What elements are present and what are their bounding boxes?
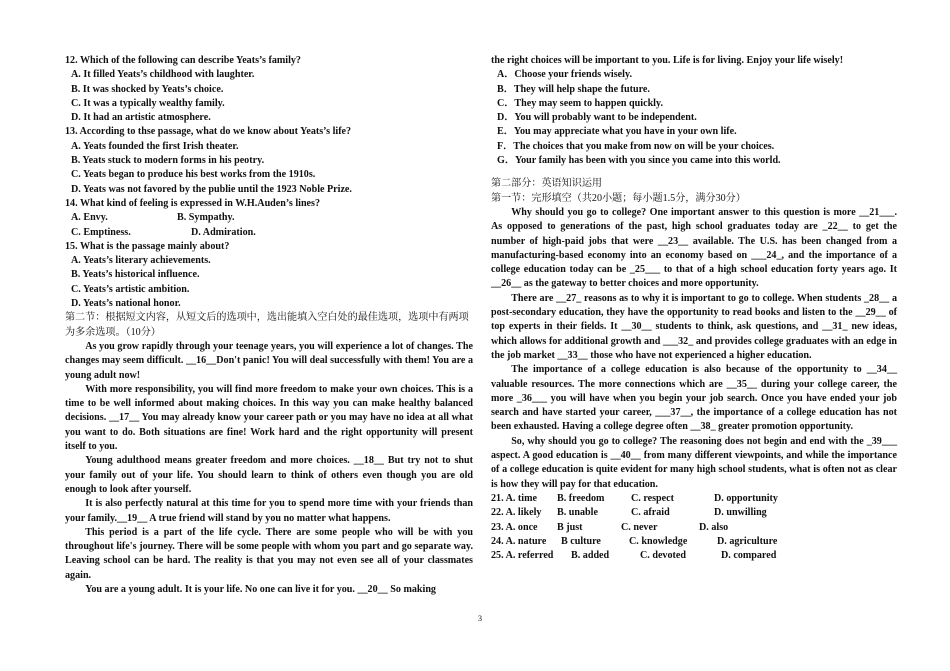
section-instructions: 第二节：根据短文内容，从短文后的选项中，选出能填入空白处的最佳选项，选项中有两项为多余选项。（10分） [65, 312, 469, 338]
passage-paragraph: Young adulthood means greater freedom and more choices. __18__ But try not to shut your family out of your life. You should learn to think of others even though you are old enough to look after yourself. [65, 455, 473, 495]
cloze-answer-list [491, 492, 897, 563]
choice-list [491, 68, 897, 168]
answer-option: D. agriculture [717, 535, 778, 547]
cloze-paragraph: Why should you go to college? One important answer to this question is more __21___. As opposed to generations of the past, high school graduates today are _22__ to get the number of high-paid jobs that were __23__ available. The U.S. has been changed from a manufacturing-based economy into an economy based on ___24_, and the importance of a college education today can be _25___ to that of a high school education forty years ago. It __26__ as the gateway to better choices and more opportunity. [491, 206, 897, 290]
choice-item: F．The choices that you make from now on will be your choices. [497, 140, 775, 152]
right-column [491, 54, 897, 563]
option: A. Envy. [71, 212, 108, 224]
question-15 [65, 240, 473, 311]
option: D. Yeats’s national honor. [71, 298, 181, 310]
answer-row [491, 549, 897, 563]
answer-option: C. afraid [631, 507, 670, 519]
passage-paragraph: You are a young adult. It is your life. No one can live it for you. __20__ So making [85, 583, 436, 595]
cloze-paragraph: The importance of a college education is also because of the opportunity to __34__ valuable resources. The more connections which are __35__ during your college career, the more _36___ you will have when you begin your job search. Once you have ended your job search and have started your career, ___37__, the importance of a college education has not been exhausted. Having a college degree often __38_ greater promotion opportunity. [491, 364, 897, 433]
answer-row [491, 521, 897, 535]
cloze-paragraph: So, why should you go to college? The reasoning does not begin and end with the _39___ aspect. A good education is __40__ from many different viewpoints, and while the importance of a college education is quite evident for many high school students, what is often not as clear is how they will pay for that education. [491, 435, 897, 490]
question-14 [65, 197, 473, 240]
option: C. It was a typically wealthy family. [71, 97, 225, 109]
option: A. Yeats founded the first Irish theater. [71, 140, 239, 152]
answer-option: B. unable [557, 507, 598, 519]
answer-row [491, 492, 897, 506]
option-row [71, 211, 473, 225]
question-stem: 12. Which of the following can describe Yeats’s family? [65, 55, 301, 66]
option: C. Yeats’s artistic ambition. [71, 283, 190, 295]
question-stem: 13. According to thse passage, what do we know about Yeats’s life? [65, 126, 352, 138]
answer-option: D. opportunity [714, 492, 778, 504]
answer-option: B culture [561, 535, 601, 547]
answer-option: C. devoted [640, 550, 686, 562]
answer-row [491, 506, 897, 520]
passage-paragraph: As you grow rapidly through your teenage years, you will experience a lot of changes. The changes may seem difficult. __16__Don't panic! You will deal successfully with them! You are a young adult now! [65, 340, 473, 381]
option: B. It was shocked by Yeats’s choice. [71, 83, 224, 95]
option: A. It filled Yeats’s childhood with laughter. [71, 69, 255, 81]
option: A. Yeats’s literary achievements. [71, 255, 211, 267]
answer-option: D. unwilling [714, 507, 767, 519]
part-title: 第二部分：英语知识运用 [491, 178, 603, 190]
cloze-paragraph: There are __27_ reasons as to why it is important to go to college. When students _28__ a post-secondary education, they have the opportunity to read books and listen to the __29__ of top experts in their fields. It __30__ students to think, ask questions, and __31_ new ideas, which allows for additional growth and ___32_ and provides college graduates with an edge in the job market __33__ those who have not experienced a higher education. [491, 292, 897, 361]
choice-item: E．You may appreciate what you have in your own life. [497, 126, 737, 138]
passage-paragraph: With more responsibility, you will find more freedom to make your own choices. This is a time to be well informed about making choices. In this way you can make healthy balanced decisions. __17__ You may already know your career path or you may have no idea at all what you want to do. Both situations are fine! Work hard and the right opportunity will present itself to you. [65, 383, 473, 453]
page-number: 3 [478, 614, 482, 623]
passage-continued: the right choices will be important to you. Life is for living. Enjoy your life wisely! [491, 55, 844, 66]
answer-option: C. respect [631, 492, 674, 504]
answer-option: C. knowledge [629, 535, 688, 547]
option-row [71, 226, 473, 240]
left-column [65, 54, 473, 597]
question-stem: 15. What is the passage mainly about? [65, 240, 230, 252]
passage-paragraph: It is also perfectly natural at this time for you to spend more time with your friends than your family.__19__ A true friend will stand by you no matter what happens. [65, 498, 473, 524]
answer-option: 22. A. likely [491, 507, 542, 519]
question-stem: 14. What kind of feeling is expressed in W.H.Auden’s lines? [65, 197, 321, 209]
choice-item: B．They will help shape the future. [497, 83, 650, 95]
option: B. Yeats stuck to modern forms in his peotry. [71, 155, 265, 167]
choice-item: D．You will probably want to be independent. [497, 112, 697, 124]
option: C. Yeats began to produce his best works from the 1910s. [71, 169, 316, 181]
answer-option: D. also [699, 521, 729, 533]
option: D. Admiration. [191, 226, 256, 238]
section-title: 第一节：完形填空（共20小题；每小题1.5分，满分30分） [491, 192, 746, 204]
choice-item: G．Your family has been with you since you came into this world. [497, 155, 781, 167]
option: D. Yeats was not favored by the publie until the 1923 Noble Prize. [71, 183, 352, 195]
answer-option: 21. A. time [491, 492, 537, 504]
option: B. Yeats’s historical influence. [71, 269, 200, 281]
question-12 [65, 54, 473, 125]
question-13 [65, 125, 473, 196]
answer-option: B. added [571, 550, 610, 562]
option: B. Sympathy. [177, 212, 235, 224]
passage-paragraph: This period is a part of the life cycle. There are some people who will be with you throughout life's journey. There will be some people with whom you part and go separate way. Leaving school can be hard. The reality is that you may not even see all of your classmates again. [65, 526, 473, 581]
choice-item: C．They may seem to happen quickly. [497, 97, 664, 109]
answer-option: 23. A. once [491, 521, 538, 533]
answer-option: 25. A. referred [491, 550, 554, 562]
answer-option: B. freedom [557, 492, 605, 504]
answer-row [491, 535, 897, 549]
answer-option: B just [557, 521, 583, 533]
option: C. Emptiness. [71, 226, 131, 238]
choice-item: A．Choose your friends wisely. [497, 69, 632, 81]
answer-option: D. compared [721, 550, 777, 562]
answer-option: 24. A. nature [491, 535, 547, 547]
option: D. It had an artistic atmosphere. [71, 112, 211, 124]
answer-option: C. never [621, 521, 658, 533]
